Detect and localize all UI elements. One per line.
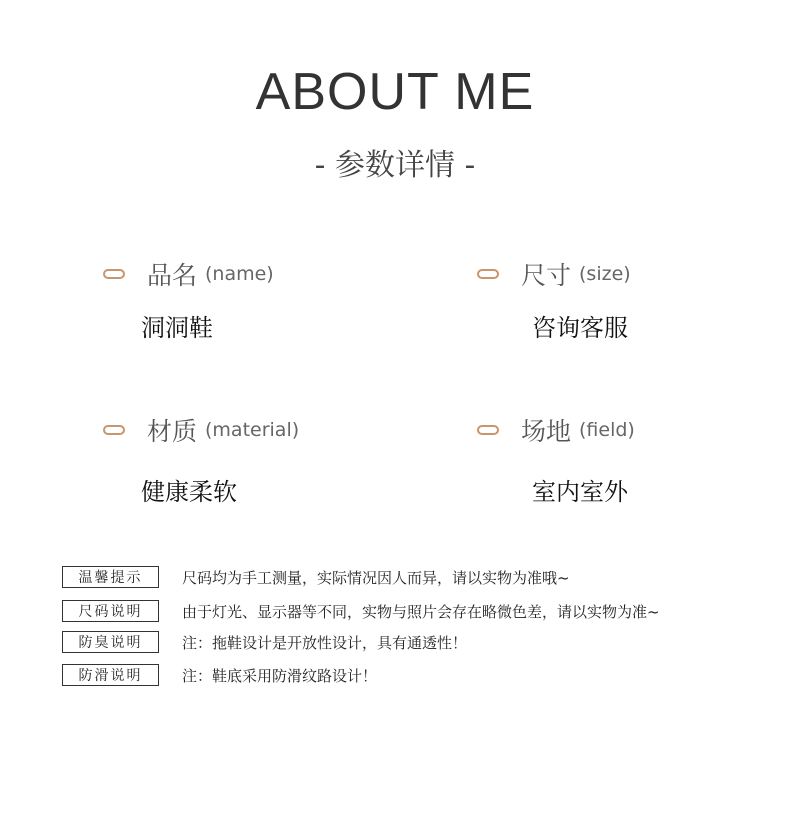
param-label: 材质 — [147, 417, 198, 446]
param-material — [103, 412, 299, 448]
note-text: 注：拖鞋设计是开放性设计，具有通透性！ — [182, 633, 468, 652]
pill-icon — [103, 269, 125, 279]
note-text: 尺码均为手工测量，实际情况因人而异，请以实物为准哦~ — [182, 568, 570, 587]
pill-icon — [477, 425, 499, 435]
param-label-en: (field) — [579, 419, 635, 441]
param-value: 健康柔软 — [141, 478, 237, 506]
param-label: 品名 — [147, 261, 198, 290]
param-label-en: (name) — [205, 263, 274, 285]
param-value: 室内室外 — [532, 478, 628, 506]
note-row — [62, 566, 570, 588]
pill-icon — [103, 425, 125, 435]
note-text: 注：鞋底采用防滑纹路设计！ — [182, 666, 378, 685]
page-title: ABOUT ME — [255, 63, 535, 121]
note-row — [62, 664, 377, 686]
note-row — [62, 631, 467, 653]
pill-icon — [477, 269, 499, 279]
param-label-en: (material) — [205, 419, 300, 441]
param-label: 尺寸 — [521, 261, 572, 290]
param-value: 咨询客服 — [532, 314, 628, 342]
param-size — [477, 256, 631, 292]
param-value: 洞洞鞋 — [141, 314, 213, 342]
note-tag: 防滑说明 — [62, 664, 159, 686]
page-subtitle: - 参数详情 - — [314, 148, 476, 183]
param-label: 场地 — [521, 417, 572, 446]
param-name — [103, 256, 274, 292]
note-text: 由于灯光、显示器等不同，实物与照片会存在略微色差，请以实物为准~ — [182, 602, 660, 621]
note-tag: 防臭说明 — [62, 631, 159, 653]
note-tag: 尺码说明 — [62, 600, 159, 622]
note-row — [62, 600, 660, 622]
note-tag: 温馨提示 — [62, 566, 159, 588]
param-label-en: (size) — [579, 263, 631, 285]
param-field — [477, 412, 635, 448]
